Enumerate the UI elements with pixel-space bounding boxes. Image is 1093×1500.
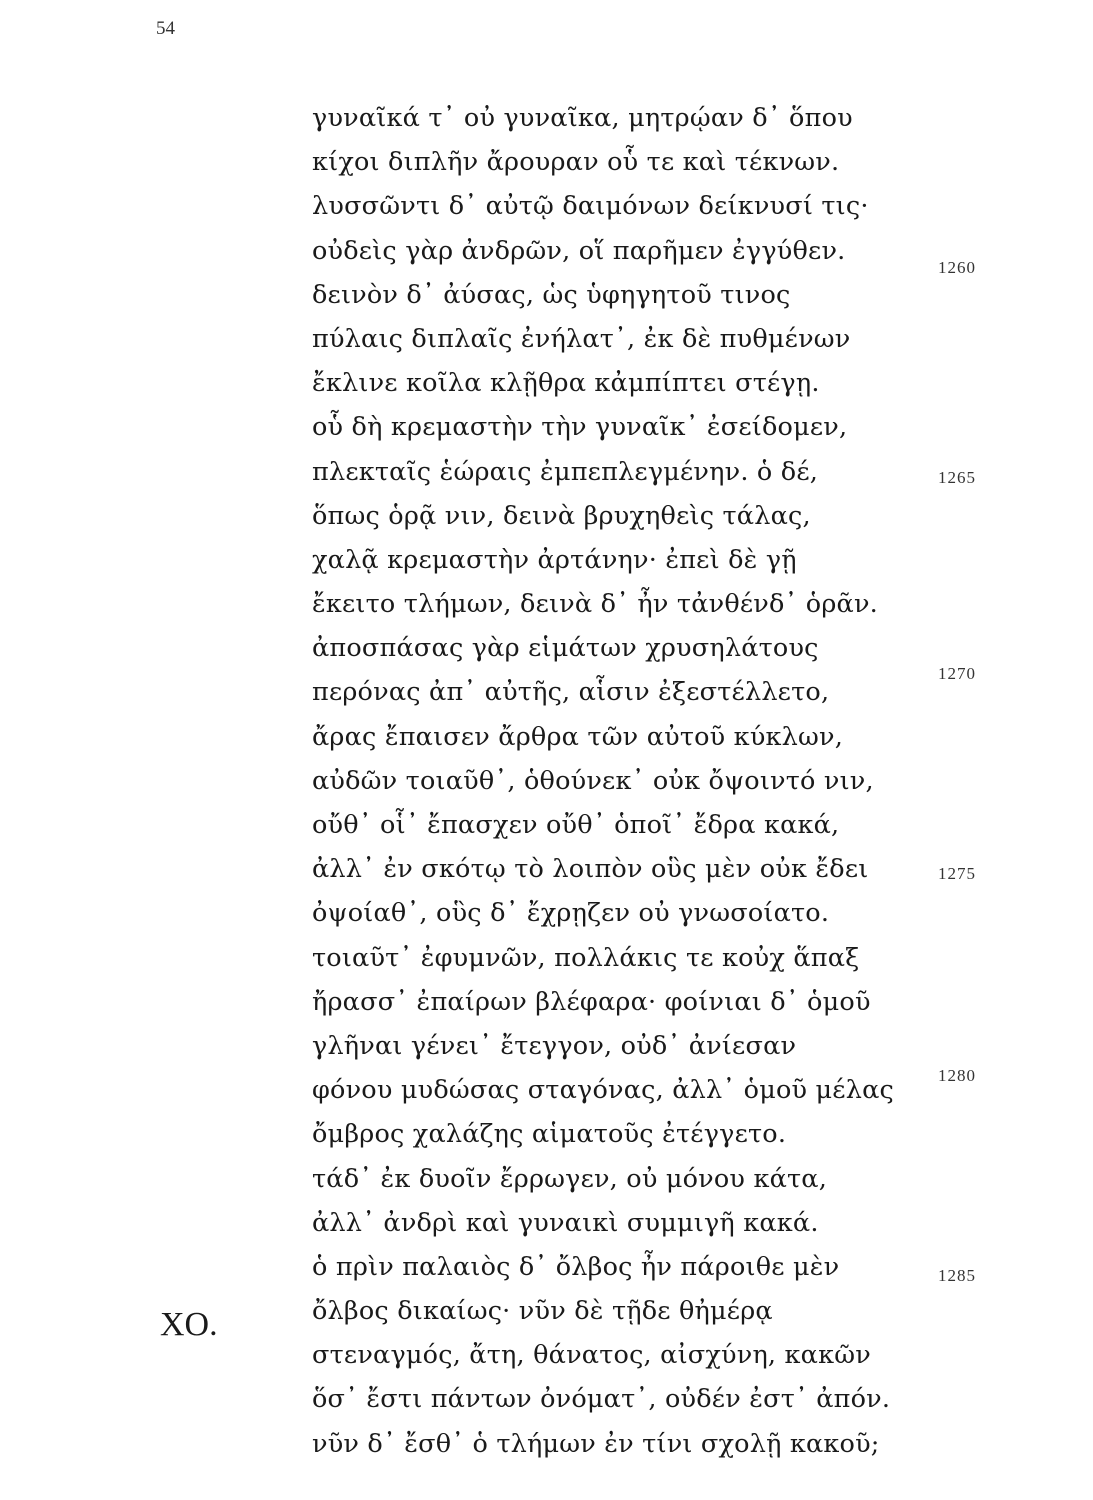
page-number: 54 xyxy=(156,18,175,39)
verse-line: πύλαις διπλαῖς ἐνήλατ᾽, ἐκ δὲ πυθμένων xyxy=(312,323,851,354)
verse-line: αὐδῶν τοιαῦθ᾽, ὁθούνεκ᾽ οὐκ ὄψοιντό νιν, xyxy=(312,765,874,796)
verse-line: ἔκλινε κοῖλα κλῇθρα κἀμπίπτει στέγῃ. xyxy=(312,368,820,399)
verse-line: οὗ δὴ κρεμαστὴν τὴν γυναῖκ᾽ ἐσείδομεν, xyxy=(312,412,848,443)
line-number: 1260 xyxy=(938,258,976,277)
verse-line: πλεκταῖς ἑώραις ἐμπεπλεγμένην. ὁ δέ, xyxy=(312,456,819,487)
verse-line: δεινὸν δ᾽ ἀύσας, ὡς ὑφηγητοῦ τινος xyxy=(312,279,791,310)
verse-line: στεναγμός, ἄτη, θάνατος, αἰσχύνη, κακῶν xyxy=(312,1340,871,1371)
verse-line: ὄλβος δικαίως· νῦν δὲ τῇδε θἠμέρᾳ xyxy=(312,1296,773,1327)
line-number: 1280 xyxy=(938,1066,976,1085)
verse-line: ὄμβρος χαλάζης αἱματοῦς ἐτέγγετο. xyxy=(312,1119,787,1150)
verse-line: νῦν δ᾽ ἔσθ᾽ ὁ τλήμων ἐν τίνι σχολῇ κακοῦ; xyxy=(312,1428,880,1459)
line-number: 1275 xyxy=(938,864,976,883)
verse-line: οὐδεὶς γὰρ ἀνδρῶν, οἵ παρῆμεν ἐγγύθεν. xyxy=(312,235,846,266)
line-number: 1270 xyxy=(938,664,976,683)
verse-line: περόνας ἀπ᾽ αὐτῆς, αἷσιν ἐξεστέλλετο, xyxy=(312,677,830,708)
verse-line: ἤρασσ᾽ ἐπαίρων βλέφαρα· φοίνιαι δ᾽ ὁμοῦ xyxy=(312,986,871,1017)
line-number: 1265 xyxy=(938,468,976,487)
verse-text xyxy=(312,96,912,1466)
verse-line: φόνου μυδώσας σταγόνας, ἀλλ᾽ ὁμοῦ μέλας xyxy=(312,1075,894,1106)
verse-line: οὔθ᾽ οἷ᾽ ἔπασχεν οὔθ᾽ ὁποῖ᾽ ἔδρα κακά, xyxy=(312,810,840,840)
line-number: 1285 xyxy=(938,1266,976,1285)
verse-line: γυναῖκά τ᾽ οὐ γυναῖκα, μητρῴαν δ᾽ ὅπου xyxy=(312,103,853,133)
verse-line: ἀλλ᾽ ἀνδρὶ καὶ γυναικὶ συμμιγῆ κακά. xyxy=(312,1207,819,1238)
verse-line: τάδ᾽ ἐκ δυοῖν ἔρρωγεν, οὐ μόνου κάτα, xyxy=(312,1163,828,1194)
verse-line: τοιαῦτ᾽ ἐφυμνῶν, πολλάκις τε κοὐχ ἅπαξ xyxy=(312,942,860,973)
verse-line: γλῆναι γένει᾽ ἔτεγγον, οὐδ᾽ ἀνίεσαν xyxy=(312,1030,797,1061)
verse-line: λυσσῶντι δ᾽ αὐτῷ δαιμόνων δείκνυσί τις· xyxy=(312,191,869,222)
verse-line: ἀποσπάσας γὰρ εἱμάτων χρυσηλάτους xyxy=(312,633,819,664)
speaker-label: ΧΟ. xyxy=(160,1306,218,1343)
verse-line: ὅπως ὁρᾷ νιν, δεινὰ βρυχηθεὶς τάλας, xyxy=(312,500,811,531)
verse-line: ἔκειτο τλήμων, δεινὰ δ᾽ ἦν τἀνθένδ᾽ ὁρᾶν. xyxy=(312,589,878,620)
verse-line: ἀλλ᾽ ἐν σκότῳ τὸ λοιπὸν οὓς μὲν οὐκ ἔδει xyxy=(312,854,869,885)
verse-line: χαλᾷ κρεμαστὴν ἀρτάνην· ἐπεὶ δὲ γῇ xyxy=(312,544,797,575)
verse-line: ἄρας ἔπαισεν ἄρθρα τῶν αὐτοῦ κύκλων, xyxy=(312,721,844,752)
verse-line: ὅσ᾽ ἔστι πάντων ὀνόματ᾽, οὐδέν ἐστ᾽ ἀπόν. xyxy=(312,1384,891,1415)
verse-line: κίχοι διπλῆν ἄρουραν οὗ τε καὶ τέκνων. xyxy=(312,147,840,178)
verse-line: ὁ πρὶν παλαιὸς δ᾽ ὄλβος ἦν πάροιθε μὲν xyxy=(312,1251,840,1282)
verse-line: ὀψοίαθ᾽, οὓς δ᾽ ἔχρῃζεν οὐ γνωσοίατο. xyxy=(312,898,830,929)
